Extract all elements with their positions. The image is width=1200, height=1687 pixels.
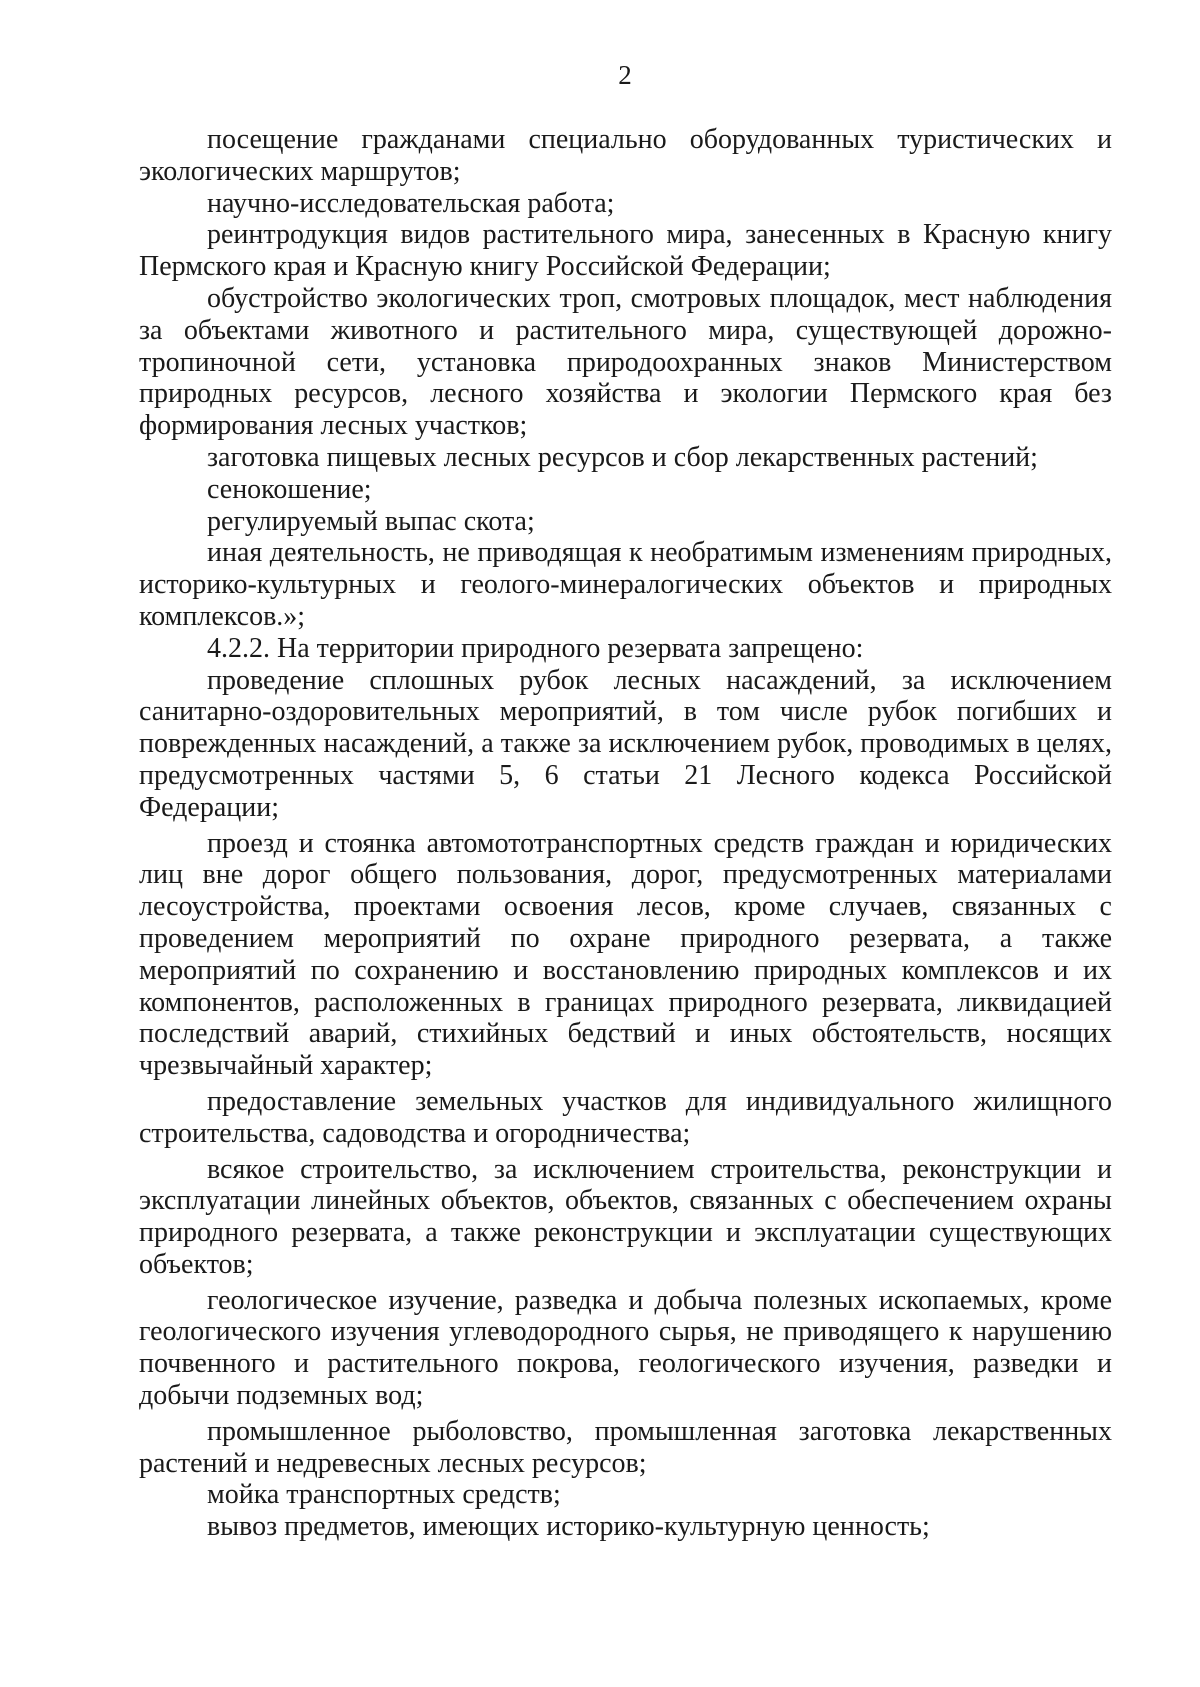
paragraph-geology: геологическое изучение, разведка и добыча полезных ископаемых, кроме геологического изучения углеводородного сырья, не приводящего к нарушению почвенного и растительного покрова, геологического изучения, разведки и добычи подземных вод; [139, 1284, 1112, 1412]
paragraph-clear-cutting: проведение сплошных рубок лесных насаждений, за исключением санитарно-оздоровительных мероприятий, в том числе рубок погибших и поврежденных насаждений, а также за исключением рубок, проводимых в целях, предусмотренных частями 5, 6 статьи 21 Лесного кодекса Российской Федерации; [139, 664, 1112, 823]
paragraph-cultural-objects: вывоз предметов, имеющих историко-культурную ценность; [207, 1511, 930, 1543]
page-number: 2 [618, 60, 632, 90]
paragraph-research: научно-исследовательская работа; [207, 187, 615, 219]
paragraph-fishing: промышленное рыболовство, промышленная заготовка лекарственных растений и недревесных лесных ресурсов; [139, 1415, 1112, 1479]
paragraph-land-plots: предоставление земельных участков для индивидуального жилищного строительства, садоводства и огородничества; [139, 1085, 1112, 1149]
section-heading-prohibited: 4.2.2. На территории природного резервата запрещено: [207, 632, 864, 664]
paragraph-construction: всякое строительство, за исключением строительства, реконструкции и эксплуатации линейных объектов, объектов, связанных с обеспечением охраны природного резервата, а также реконструкции и эксплуатации существующих объектов; [139, 1153, 1112, 1280]
paragraph-reintroduction: реинтродукция видов растительного мира, занесенных в Красную книгу Пермского края и Красную книгу Российской Федерации; [139, 219, 1112, 283]
paragraph-tourist-routes: посещение гражданами специально оборудованных туристических и экологических маршрутов; [139, 124, 1112, 187]
paragraph-vehicle-traffic: проезд и стоянка автомототранспортных средств граждан и юридических лиц вне дорог общего пользования, дорог, предусмотренных материалами лесоустройства, проектами освоения лесов, кроме случаев, связанных с проведением мероприятий по охране природного резервата, а также мероприятий по сохранению и восстановлению природных комплексов и их компонентов, расположенных в границах природного резервата, ликвидацией последствий аварий, стихийных бедствий и иных обстоятельств, носящих чрезвычайный характер; [139, 827, 1112, 1082]
paragraph-food-resources: заготовка пищевых лесных ресурсов и сбор лекарственных растений; [207, 441, 1038, 473]
paragraph-other-activity: иная деятельность, не приводящая к необратимым изменениям природных, историко-культурных и геолого-минералогических объектов и природных комплексов.»; [139, 537, 1112, 632]
paragraph-haymaking: сенокошение; [207, 473, 372, 505]
paragraph-eco-trails: обустройство экологических троп, смотровых площадок, мест наблюдения за объектами животного и растительного мира, существующей дорожно-тропиночной сети, установка природоохранных знаков Министерством природных ресурсов, лесного хозяйства и экологии Пермского края без формирования лесных участков; [139, 282, 1112, 442]
document-body [139, 124, 1112, 1543]
paragraph-vehicle-washing: мойка транспортных средств; [207, 1479, 561, 1511]
paragraph-grazing: регулируемый выпас скота; [207, 505, 535, 537]
